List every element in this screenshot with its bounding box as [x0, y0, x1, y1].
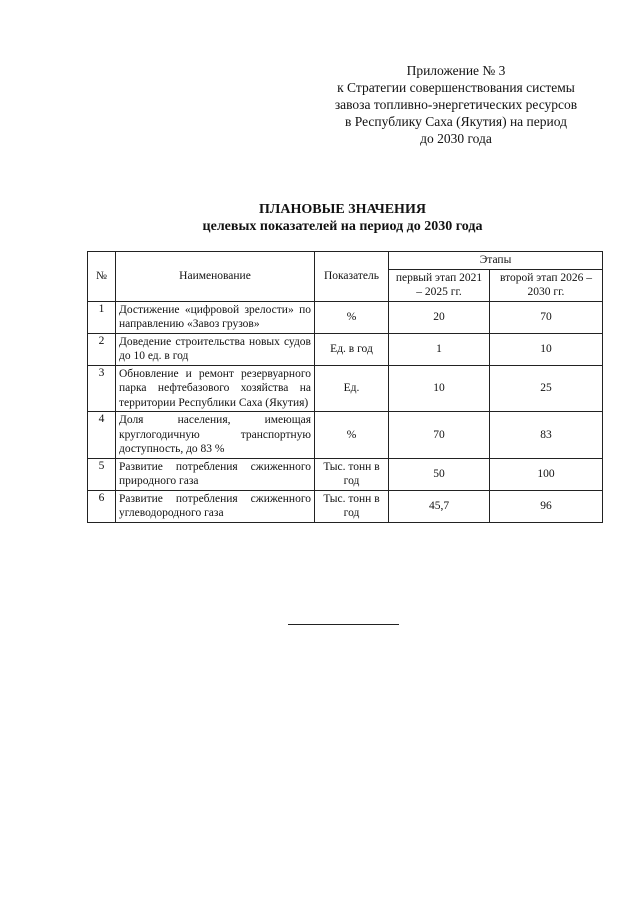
row-stage-1-value: 70 [389, 412, 490, 459]
row-indicator: Тыс. тонн в год [315, 458, 389, 490]
header-row [88, 252, 603, 270]
row-indicator: % [315, 301, 389, 333]
row-indicator: % [315, 412, 389, 459]
appendix-line: Приложение № 3 [406, 63, 506, 78]
row-number: 1 [88, 301, 116, 333]
table-row [88, 412, 603, 459]
row-indicator: Ед. [315, 365, 389, 412]
row-stage-2-value: 100 [490, 458, 603, 490]
appendix-line: завоза топливно-энергетических ресурсов [334, 97, 578, 112]
table-row [88, 301, 603, 333]
row-stage-2-value: 70 [490, 301, 603, 333]
row-indicator: Тыс. тонн в год [315, 490, 389, 522]
row-name: Достижение «цифровой зрелости» по направлению «Завоз грузов» [116, 301, 315, 333]
table-row [88, 333, 603, 365]
header-stage-2: второй этап 2026 – 2030 гг. [490, 269, 603, 301]
document-title [80, 201, 605, 235]
row-number: 2 [88, 333, 116, 365]
row-name: Обновление и ремонт резервуарного парка нефтебазового хозяйства на территории Республики Саха (Якутия) [116, 365, 315, 412]
row-number: 5 [88, 458, 116, 490]
row-name: Доля населения, имеющая круглогодичную транспортную доступность, до 83 % [116, 412, 315, 459]
row-name: Развитие потребления сжиженного природного газа [116, 458, 315, 490]
title-line-1: ПЛАНОВЫЕ ЗНАЧЕНИЯ [259, 202, 426, 217]
row-name: Доведение строительства новых судов до 10 ед. в год [116, 333, 315, 365]
table-row [88, 365, 603, 412]
header-name: Наименование [116, 252, 315, 302]
row-number: 3 [88, 365, 116, 412]
row-stage-2-value: 25 [490, 365, 603, 412]
row-stage-1-value: 10 [389, 365, 490, 412]
row-stage-1-value: 1 [389, 333, 490, 365]
table-row [88, 458, 603, 490]
header-indicator: Показатель [315, 252, 389, 302]
row-name: Развитие потребления сжиженного углеводородного газа [116, 490, 315, 522]
row-indicator: Ед. в год [315, 333, 389, 365]
row-stage-1-value: 45,7 [389, 490, 490, 522]
header-stage-1: первый этап 2021 – 2025 гг. [389, 269, 490, 301]
row-number: 4 [88, 412, 116, 459]
closing-divider [288, 624, 399, 625]
table-row [88, 490, 603, 522]
appendix-line: к Стратегии совершенствования системы [337, 80, 575, 95]
appendix-line: в Республику Саха (Якутия) на период [345, 114, 567, 129]
target-indicators-table [87, 251, 603, 523]
appendix-line: до 2030 года [420, 131, 492, 146]
row-stage-2-value: 83 [490, 412, 603, 459]
row-stage-2-value: 96 [490, 490, 603, 522]
title-line-2: целевых показателей на период до 2030 года [202, 219, 483, 234]
appendix-reference [296, 62, 616, 147]
header-number: № [88, 252, 116, 302]
row-stage-1-value: 50 [389, 458, 490, 490]
row-number: 6 [88, 490, 116, 522]
row-stage-2-value: 10 [490, 333, 603, 365]
header-stages: Этапы [389, 252, 603, 270]
row-stage-1-value: 20 [389, 301, 490, 333]
